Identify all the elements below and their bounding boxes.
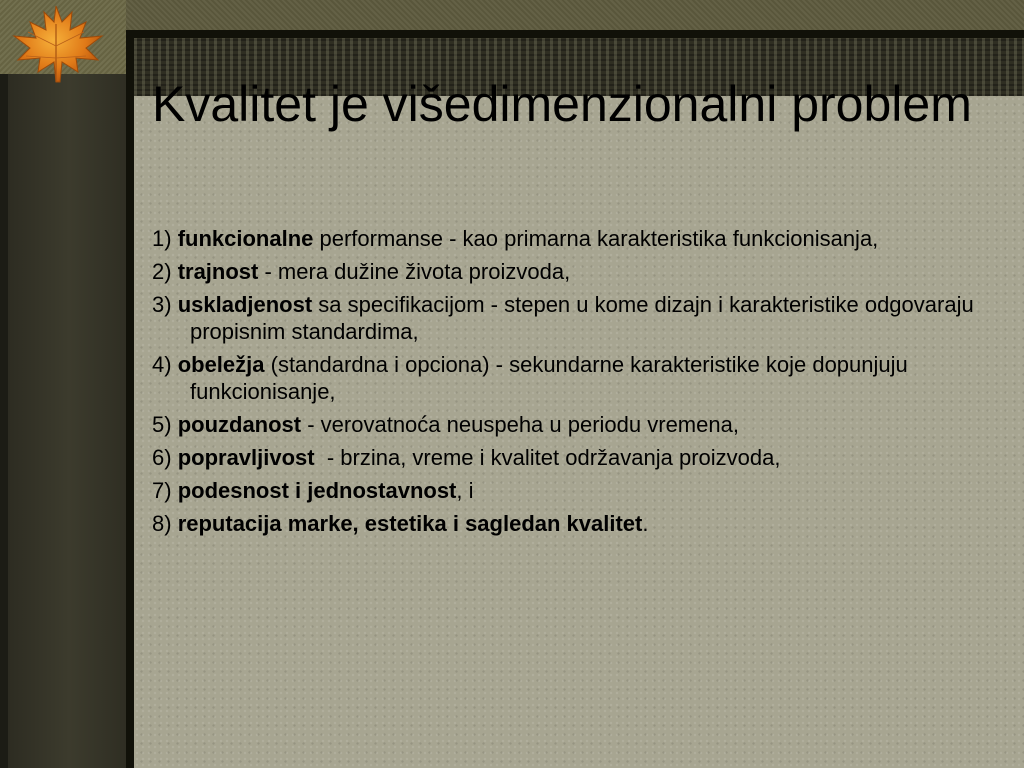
item-number: 7) <box>152 478 172 503</box>
item-number: 1) <box>152 226 172 251</box>
item-number: 5) <box>152 412 172 437</box>
item-number: 2) <box>152 259 172 284</box>
item-description: - verovatnoća neuspeha u periodu vremena, <box>301 412 739 437</box>
item-term: obeležja <box>177 352 265 377</box>
item-description: - brzina, vreme i kvalitet održavanja proizvoda, <box>314 445 781 470</box>
item-term: popravljivost <box>177 445 315 470</box>
left-decorative-bar <box>0 74 126 768</box>
item-term: podesnost i jednostavnost <box>177 478 457 503</box>
top-band <box>0 0 1024 30</box>
maple-leaf-icon <box>6 2 110 88</box>
list-item <box>152 225 1012 252</box>
item-number: 6) <box>152 445 172 470</box>
list-item <box>152 444 1012 471</box>
item-description: sa specifikacijom - stepen u kome dizajn i karakteristike odgovaraju propisnim standardima, <box>190 292 974 344</box>
item-description: - mera dužine života proizvoda, <box>258 259 571 284</box>
left-bar-edge <box>0 74 8 768</box>
list-item <box>152 258 1012 285</box>
list-item <box>152 411 1012 438</box>
item-description: . <box>642 511 649 536</box>
item-term: uskladjenost <box>177 292 313 317</box>
list-item <box>152 351 1012 405</box>
item-description: , i <box>456 478 474 503</box>
list-item <box>152 291 1012 345</box>
quality-dimensions-list <box>152 225 1012 543</box>
item-description: performanse - kao primarna karakteristika funkcionisanja, <box>313 226 879 251</box>
list-item <box>152 477 1012 504</box>
item-number: 3) <box>152 292 172 317</box>
item-number: 4) <box>152 352 172 377</box>
item-description: (standardna i opciona) - sekundarne karakteristike koje dopunjuju funkcionisanje, <box>190 352 908 404</box>
item-number: 8) <box>152 511 178 536</box>
slide-title: Kvalitet je višedimenzionalni problem <box>152 76 972 132</box>
item-term: reputacija marke, estetika i sagledan kvalitet <box>177 511 643 536</box>
item-term: pouzdanost <box>177 412 302 437</box>
item-term: trajnost <box>177 259 259 284</box>
item-term: funkcionalne <box>177 226 314 251</box>
list-item <box>152 510 1012 537</box>
